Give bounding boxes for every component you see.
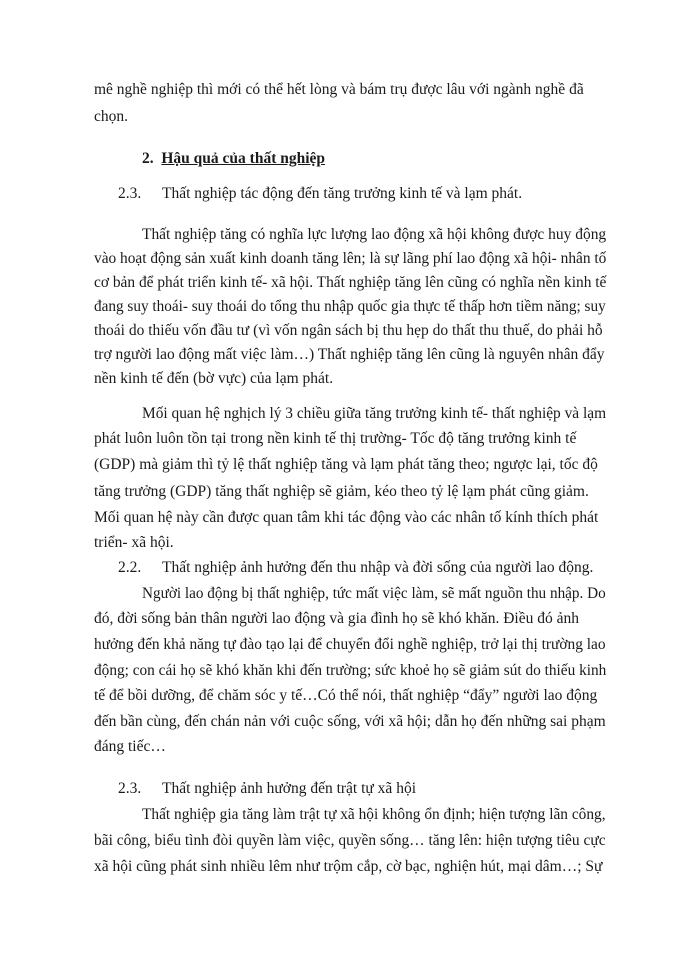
body-line: tế để bồi dưỡng, để chăm sóc y tế…Có thể nói, thất nghiệp “đẩy” người lao động: [94, 687, 598, 704]
subsection-number: 2.3.: [118, 780, 142, 797]
body-line: Người lao động bị thất nghiệp, tức mất việc làm, sẽ mất nguồn thu nhập. Do: [142, 585, 606, 602]
body-line: vào hoạt động sản xuất kinh doanh tăng lên; là sự lãng phí lao động xã hội- nhân tố: [94, 250, 607, 267]
body-line: Mối quan hệ này cần được quan tâm khi tác động vào các nhân tố kính thích phát: [94, 509, 599, 526]
subsection-title: Thất nghiệp ảnh hưởng đến trật tự xã hội: [162, 780, 416, 797]
subsection-number: 2.3.: [118, 185, 142, 202]
subsection-number: 2.2.: [118, 559, 142, 576]
body-line: động; con cái họ sẽ khó khăn khi đến trường; sức khoẻ họ sẽ giảm sút do thiếu kinh: [94, 662, 607, 679]
body-line: thoái do thiếu vốn đầu tư (vì vốn ngân sách bị thu hẹp do thất thu thuế, do phải hỗ: [94, 322, 603, 339]
body-line: trợ người lao động mất việc làm…) Thất nghiệp tăng lên cũng là nguyên nhân đẩy: [94, 346, 605, 363]
body-line: mê nghề nghiệp thì mới có thể hết lòng và bám trụ được lâu với ngành nghề đã: [94, 81, 584, 98]
body-line: xã hội cũng phát sinh nhiều lêm như trộm cắp, cờ bạc, nghiện hút, mại dâm…; Sự: [94, 858, 603, 875]
subsection-title: Thất nghiệp tác động đến tăng trưởng kinh tế và lạm phát.: [162, 185, 523, 202]
body-line: tăng trưởng (GDP) tăng thất nghiệp sẽ giảm, kéo theo tỷ lệ lạm phát cũng giảm.: [94, 483, 589, 500]
body-line: Mối quan hệ nghịch lý 3 chiều giữa tăng trưởng kinh tế- thất nghiệp và lạm: [142, 405, 607, 422]
subsection-heading: [118, 184, 522, 204]
subsection-title: Thất nghiệp ảnh hưởng đến thu nhập và đời sống của người lao động.: [162, 559, 594, 576]
body-line: cơ bản để phát triển kinh tế- xã hội. Thất nghiệp tăng lên cũng có nghĩa nền kinh tế: [94, 274, 607, 291]
section-number: 2.: [142, 150, 154, 167]
body-line: đang suy thoái- suy thoái do tổng thu nhập quốc gia thực tế thấp hơn tiềm năng; suy: [94, 298, 606, 315]
body-line: đáng tiếc…: [94, 738, 166, 755]
body-line: (GDP) mà giảm thì tỷ lệ thất nghiệp tăng và lạm phát tăng theo; ngược lại, tốc độ: [94, 456, 598, 473]
subsection-heading: [118, 558, 593, 578]
body-line: đó, đời sống bản thân người lao động và gia đình họ sẽ khó khăn. Điều đó ảnh: [94, 610, 579, 627]
body-line: Thất nghiệp tăng có nghĩa lực lượng lao động xã hội không được huy động: [142, 226, 607, 243]
body-line: triển- xã hội.: [94, 534, 174, 551]
body-line: nền kinh tế đến (bờ vực) của lạm phát.: [94, 370, 334, 387]
body-line: bãi công, biểu tình đòi quyền làm việc, quyền sống… tăng lên: hiện tượng tiêu cực: [94, 832, 606, 849]
body-line: Thất nghiệp gia tăng làm trật tự xã hội không ổn định; hiện tượng lãn công,: [142, 806, 606, 823]
section-title: Hậu quả của thất nghiệp: [161, 150, 326, 167]
body-line: chọn.: [94, 108, 129, 125]
section-heading: [142, 149, 325, 169]
body-line: hưởng đến khả năng tự đào tạo lại để chuyển đổi nghề nghiệp, trở lại thị trường lao: [94, 636, 606, 653]
body-line: phát luôn luôn tồn tại trong nền kinh tế thị trường- Tốc độ tăng trưởng kinh tế: [94, 430, 577, 447]
body-line: đến bần cùng, đến chán nản với cuộc sống, với xã hội; dẫn họ đến những sai phạm: [94, 713, 606, 730]
subsection-heading: [118, 779, 416, 799]
